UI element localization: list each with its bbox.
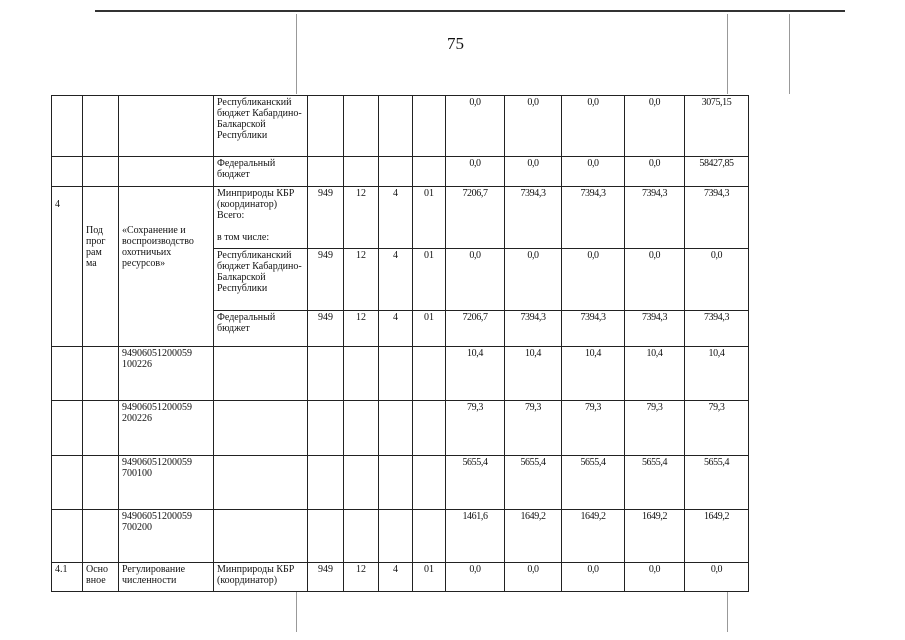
responsible-cell: Минприроды КБР (координатор) [214, 563, 308, 592]
value-cell: 10,4 [562, 347, 625, 401]
grbs-cell [308, 401, 344, 456]
row-number-cell: 4.1 [52, 563, 83, 592]
scan-line [296, 592, 297, 632]
table-row [52, 96, 749, 157]
grbs-cell [308, 157, 344, 187]
section-cell [344, 401, 379, 456]
row-type-cell: Осно вное [83, 563, 119, 592]
value-cell: 3075,15 [685, 96, 749, 157]
target-code-cell [413, 401, 446, 456]
section-cell [344, 347, 379, 401]
budget-code-cell: 94906051200059 700100 [119, 456, 214, 510]
value-cell: 5655,4 [685, 456, 749, 510]
row-type-cell [83, 347, 119, 401]
row-number-cell [52, 510, 83, 563]
scan-line [296, 14, 297, 94]
table-row [52, 401, 749, 456]
grbs-cell: 949 [308, 249, 344, 311]
section-cell [344, 96, 379, 157]
value-cell: 10,4 [446, 347, 505, 401]
row-type-cell [83, 456, 119, 510]
target-code-cell [413, 157, 446, 187]
section-cell: 12 [344, 311, 379, 347]
value-cell: 0,0 [685, 563, 749, 592]
budget-code-cell: 94906051200059 200226 [119, 401, 214, 456]
subsection-cell [379, 510, 413, 563]
subsection-cell [379, 96, 413, 157]
target-code-cell: 01 [413, 249, 446, 311]
subsection-cell: 4 [379, 249, 413, 311]
section-cell: 12 [344, 187, 379, 249]
row-type-cell [83, 96, 119, 157]
value-cell: 5655,4 [625, 456, 685, 510]
value-cell: 7206,7 [446, 311, 505, 347]
responsible-cell: Республиканский бюджет Кабардино-Балкарской Республики [214, 249, 308, 311]
row-type-cell [83, 510, 119, 563]
value-cell: 0,0 [505, 96, 562, 157]
responsible-cell [214, 510, 308, 563]
value-cell: 1649,2 [625, 510, 685, 563]
value-cell: 0,0 [625, 563, 685, 592]
value-cell: 1649,2 [562, 510, 625, 563]
value-cell: 7394,3 [625, 311, 685, 347]
row-number-cell: 4 [52, 187, 83, 347]
responsible-cell [214, 456, 308, 510]
value-cell: 1461,6 [446, 510, 505, 563]
subsection-cell [379, 401, 413, 456]
scan-line [789, 14, 790, 94]
subsection-cell: 4 [379, 187, 413, 249]
value-cell: 7394,3 [505, 187, 562, 249]
value-cell: 0,0 [505, 157, 562, 187]
value-cell: 7394,3 [505, 311, 562, 347]
value-cell: 0,0 [625, 249, 685, 311]
value-cell: 0,0 [446, 157, 505, 187]
target-code-cell: 01 [413, 187, 446, 249]
target-code-cell [413, 456, 446, 510]
value-cell: 79,3 [505, 401, 562, 456]
row-number-cell [52, 157, 83, 187]
subsection-cell [379, 157, 413, 187]
row-type-cell: Под прог рам ма [83, 187, 119, 347]
value-cell: 79,3 [446, 401, 505, 456]
row-number-cell [52, 456, 83, 510]
value-cell: 0,0 [685, 249, 749, 311]
target-code-cell: 01 [413, 563, 446, 592]
value-cell: 0,0 [562, 563, 625, 592]
responsible-cell: Республиканский бюджет Кабардино-Балкарской Республики [214, 96, 308, 157]
budget-table [51, 95, 749, 592]
responsible-cell [214, 401, 308, 456]
responsible-cell [214, 347, 308, 401]
value-cell: 7206,7 [446, 187, 505, 249]
target-code-cell [413, 96, 446, 157]
value-cell: 7394,3 [562, 311, 625, 347]
table-row [52, 456, 749, 510]
value-cell: 0,0 [625, 96, 685, 157]
row-name-cell: «Сохранение и воспроизводство охотничьих ресурсов» [119, 187, 214, 347]
value-cell: 5655,4 [446, 456, 505, 510]
row-number-cell [52, 347, 83, 401]
value-cell: 0,0 [625, 157, 685, 187]
subsection-cell [379, 456, 413, 510]
row-number-cell [52, 96, 83, 157]
subsection-cell: 4 [379, 563, 413, 592]
budget-code-cell: 94906051200059 700200 [119, 510, 214, 563]
page-number: 75 [447, 34, 464, 53]
value-cell: 10,4 [505, 347, 562, 401]
row-type-cell [83, 401, 119, 456]
grbs-cell [308, 510, 344, 563]
budget-code-cell: 94906051200059 100226 [119, 347, 214, 401]
value-cell: 79,3 [685, 401, 749, 456]
responsible-cell: Федеральный бюджет [214, 157, 308, 187]
value-cell: 1649,2 [685, 510, 749, 563]
top-rule [95, 10, 845, 12]
value-cell: 0,0 [446, 563, 505, 592]
value-cell: 0,0 [505, 563, 562, 592]
grbs-cell: 949 [308, 311, 344, 347]
subsection-cell: 4 [379, 311, 413, 347]
row-name-cell [119, 157, 214, 187]
row-type-cell [83, 157, 119, 187]
scan-line [727, 14, 728, 94]
row-number-cell [52, 401, 83, 456]
value-cell: 7394,3 [685, 311, 749, 347]
section-cell [344, 157, 379, 187]
row-name-cell [119, 96, 214, 157]
value-cell: 7394,3 [625, 187, 685, 249]
grbs-cell [308, 347, 344, 401]
value-cell: 7394,3 [562, 187, 625, 249]
section-cell [344, 510, 379, 563]
scan-line [727, 592, 728, 632]
value-cell: 5655,4 [505, 456, 562, 510]
value-cell: 5655,4 [562, 456, 625, 510]
value-cell: 0,0 [562, 249, 625, 311]
grbs-cell: 949 [308, 187, 344, 249]
target-code-cell: 01 [413, 311, 446, 347]
table-row [52, 157, 749, 187]
value-cell: 58427,85 [685, 157, 749, 187]
value-cell: 7394,3 [685, 187, 749, 249]
responsible-cell: Минприроды КБР (координатор) Всего: в том числе: [214, 187, 308, 249]
value-cell: 0,0 [505, 249, 562, 311]
row-name-cell: Регулирование численности [119, 563, 214, 592]
grbs-cell [308, 96, 344, 157]
value-cell: 0,0 [446, 96, 505, 157]
value-cell: 10,4 [685, 347, 749, 401]
value-cell: 1649,2 [505, 510, 562, 563]
target-code-cell [413, 347, 446, 401]
subsection-cell [379, 347, 413, 401]
target-code-cell [413, 510, 446, 563]
value-cell: 0,0 [562, 157, 625, 187]
value-cell: 0,0 [562, 96, 625, 157]
grbs-cell [308, 456, 344, 510]
section-cell [344, 456, 379, 510]
value-cell: 10,4 [625, 347, 685, 401]
section-cell: 12 [344, 563, 379, 592]
grbs-cell: 949 [308, 563, 344, 592]
responsible-cell: Федеральный бюджет [214, 311, 308, 347]
value-cell: 79,3 [562, 401, 625, 456]
section-cell: 12 [344, 249, 379, 311]
table-row [52, 563, 749, 592]
table-row [52, 510, 749, 563]
value-cell: 0,0 [446, 249, 505, 311]
table-row [52, 347, 749, 401]
table-row [52, 187, 749, 249]
value-cell: 79,3 [625, 401, 685, 456]
